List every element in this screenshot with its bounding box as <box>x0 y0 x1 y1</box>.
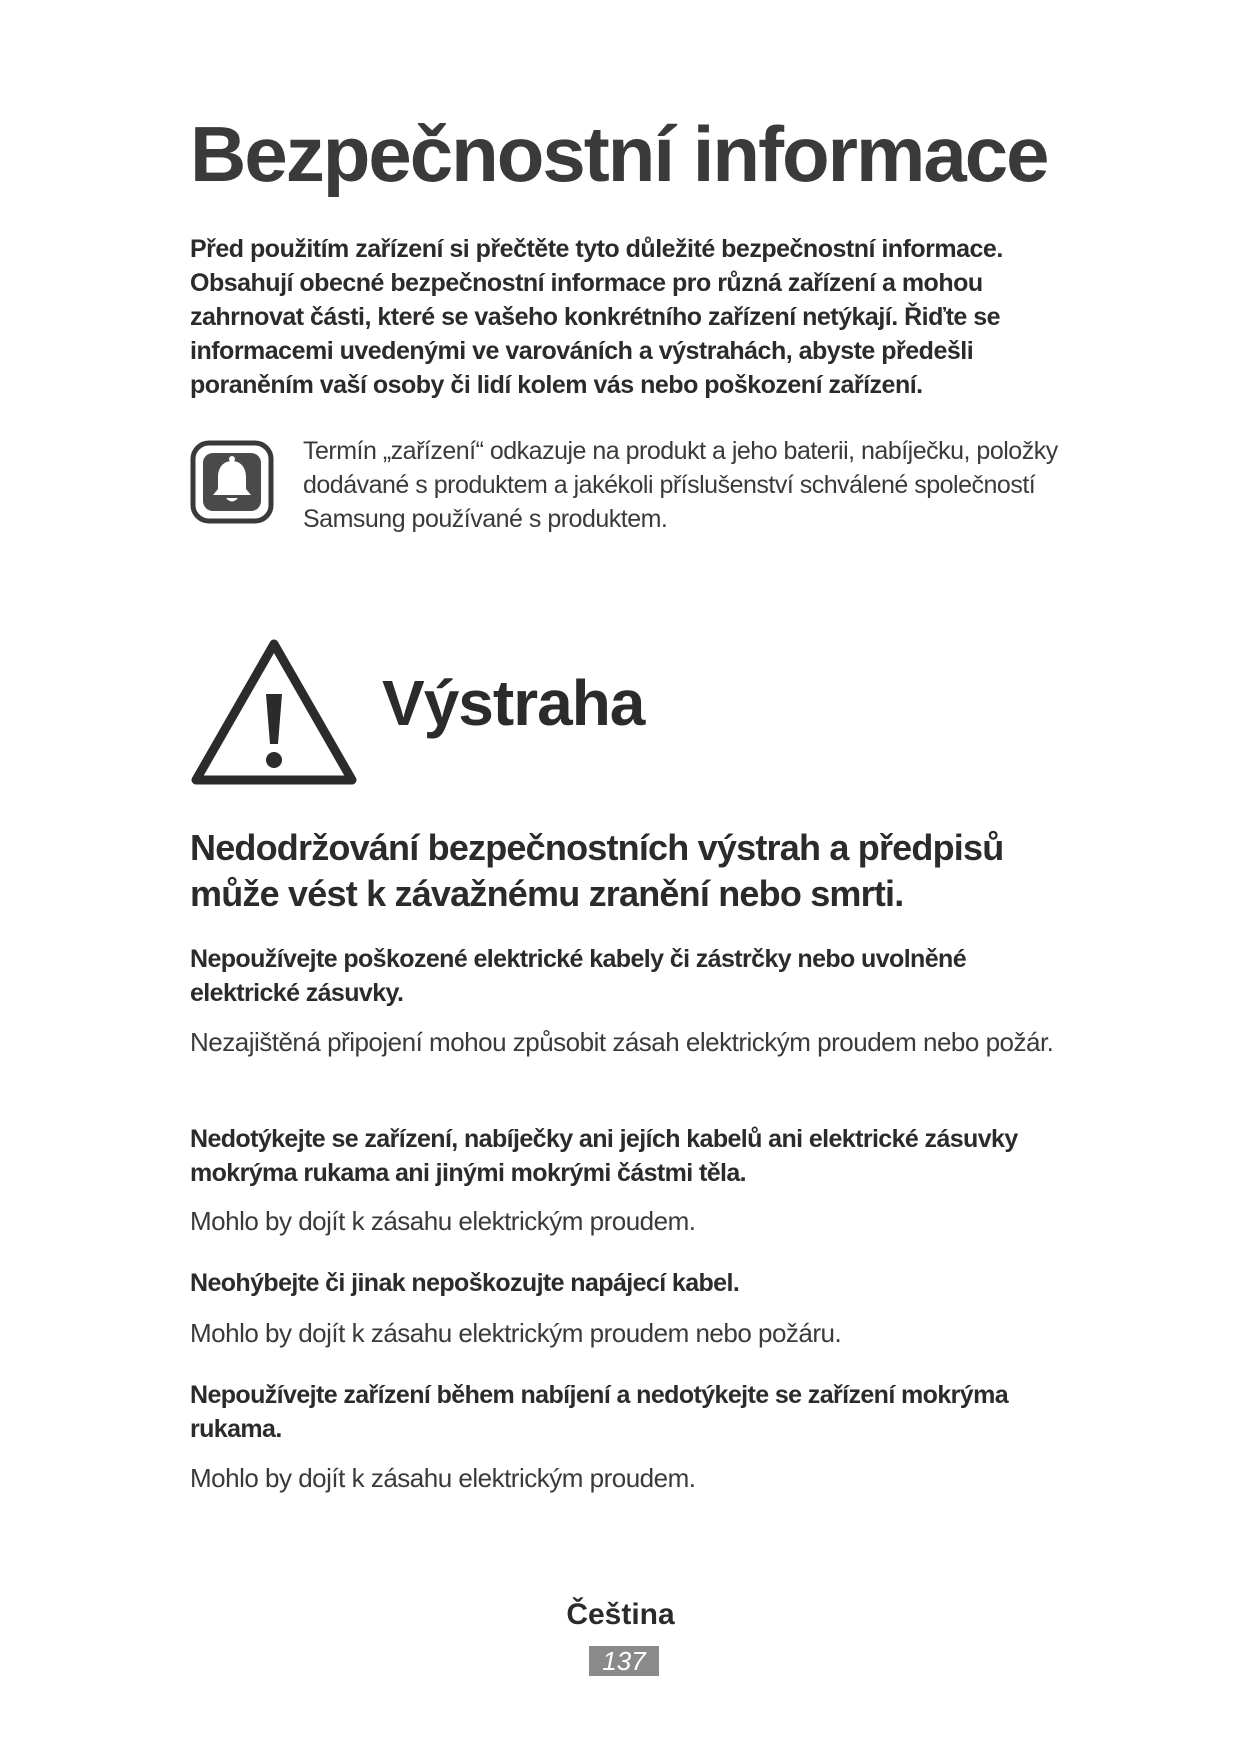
item-heading: Nepoužívejte poškozené elektrické kabely či zástrčky nebo uvolněné elektrické zásuvky. <box>190 945 967 1007</box>
item-body: Nezajištěná připojení mohou způsobit zásah elektrickým proudem nebo požár. <box>190 1027 1054 1057</box>
bell-icon <box>190 440 274 524</box>
item-heading: Nedotýkejte se zařízení, nabíječky ani jejích kabelů ani elektrické zásuvky mokrýma rukama ani jinými mokrými částmi těla. <box>190 1125 1018 1187</box>
footer-language: Čeština <box>566 1598 675 1631</box>
page-title: Bezpečnostní informace <box>190 110 1048 198</box>
warning-title: Výstraha <box>382 667 645 739</box>
item-heading: Neohýbejte či jinak nepoškozujte napájecí kabel. <box>190 1269 740 1297</box>
item-body: Mohlo by dojít k zásahu elektrickým proudem. <box>190 1463 696 1493</box>
item-body: Mohlo by dojít k zásahu elektrickým proudem. <box>190 1206 696 1236</box>
page-number: 137 <box>589 1646 659 1676</box>
warning-subtitle: Nedodržování bezpečnostních výstrah a předpisů může vést k závažnému zranění nebo smrti. <box>190 827 1004 914</box>
item-heading: Nepoužívejte zařízení během nabíjení a nedotýkejte se zařízení mokrýma rukama. <box>190 1381 1009 1443</box>
note-text: Termín „zařízení“ odkazuje na produkt a jeho baterii, nabíječku, položky dodávané s produktem a jakékoli příslušenství schválené společností Samsung používané s produktem. <box>303 437 1058 533</box>
intro-paragraph: Před použitím zařízení si přečtěte tyto důležité bezpečnostní informace. Obsahují obecné bezpečnostní informace pro různá zařízení a mohou zahrnovat části, které se vašeho konkrétního zařízení netýkají. Řiďte se informacemi uvedenými ve varováních a výstrahách, abyste předešli poraněním vaší osoby či lidí kolem vás nebo poškození zařízení. <box>190 235 1003 399</box>
warning-triangle-icon <box>190 636 358 786</box>
item-body: Mohlo by dojít k zásahu elektrickým proudem nebo požáru. <box>190 1318 842 1348</box>
